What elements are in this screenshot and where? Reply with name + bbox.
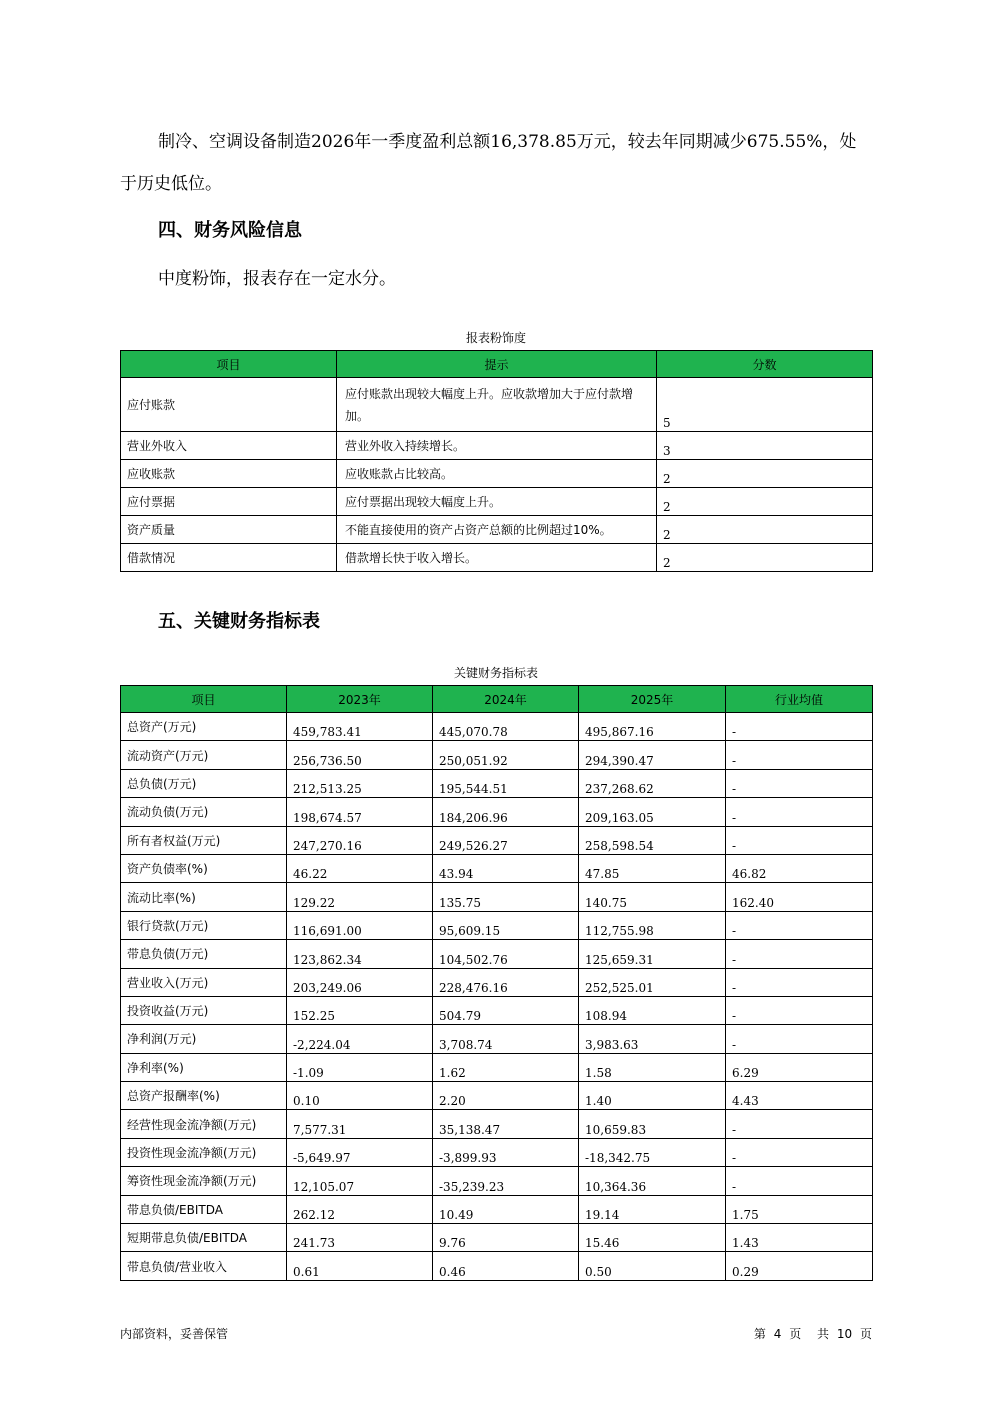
kpi-table-row: [121, 1025, 873, 1053]
risk-score-cell: 2: [657, 488, 873, 516]
kpi-2023-cell: -2,224.04: [287, 1025, 433, 1053]
kpi-2024-cell: 184,206.96: [433, 798, 579, 826]
risk-item-cell: 应收账款: [121, 460, 337, 488]
risk-hint-cell: 不能直接使用的资产占资产总额的比例超过10%。: [337, 516, 657, 544]
kpi-2025-cell: -18,342.75: [579, 1138, 726, 1166]
kpi-industry-avg-cell: -: [726, 968, 873, 996]
risk-table-row: [121, 488, 873, 516]
kpi-2023-cell: 247,270.16: [287, 826, 433, 854]
kpi-2024-cell: 228,476.16: [433, 968, 579, 996]
intro-paragraph: [120, 121, 872, 205]
kpi-2023-cell: 198,674.57: [287, 798, 433, 826]
kpi-2023-cell: -1.09: [287, 1053, 433, 1081]
kpi-industry-avg-cell: -: [726, 1110, 873, 1138]
kpi-2025-cell: 237,268.62: [579, 769, 726, 797]
footer-confidential-note: 内部资料，妥善保管: [120, 1327, 229, 1341]
risk-score-cell: 2: [657, 544, 873, 572]
kpi-2023-cell: 116,691.00: [287, 911, 433, 939]
kpi-2024-cell: 3,708.74: [433, 1025, 579, 1053]
footer-total-unit: 页: [859, 1327, 872, 1341]
risk-table-body: [121, 378, 873, 572]
kpi-item-cell: 短期带息负债/EBITDA: [121, 1224, 287, 1252]
kpi-industry-avg-cell: 4.43: [726, 1082, 873, 1110]
risk-item-cell: 应付票据: [121, 488, 337, 516]
kpi-2024-cell: 1.62: [433, 1053, 579, 1081]
kpi-industry-avg-cell: -: [726, 798, 873, 826]
kpi-2024-cell: 250,051.92: [433, 741, 579, 769]
kpi-item-cell: 净利润(万元): [121, 1025, 287, 1053]
kpi-2023-cell: 7,577.31: [287, 1110, 433, 1138]
risk-table-row: [121, 378, 873, 432]
kpi-industry-avg-cell: 46.82: [726, 854, 873, 882]
kpi-table-row: [121, 996, 873, 1024]
kpi-industry-avg-cell: -: [726, 911, 873, 939]
section4-heading: 四、财务风险信息: [158, 220, 302, 241]
kpi-industry-avg-cell: -: [726, 713, 873, 741]
kpi-header-item: 项目: [121, 686, 287, 713]
kpi-table-row: [121, 826, 873, 854]
kpi-industry-avg-cell: -: [726, 996, 873, 1024]
footer-page-prefix: 第: [753, 1327, 766, 1341]
kpi-item-cell: 流动比率(%): [121, 883, 287, 911]
risk-score-cell: 3: [657, 432, 873, 460]
risk-header-item: 项目: [121, 351, 337, 378]
kpi-2023-cell: 212,513.25: [287, 769, 433, 797]
kpi-industry-avg-cell: -: [726, 940, 873, 968]
kpi-table-row: [121, 1252, 873, 1280]
kpi-table-row: [121, 1167, 873, 1195]
kpi-2025-cell: 15.46: [579, 1224, 726, 1252]
risk-table-row: [121, 544, 873, 572]
kpi-item-cell: 带息负债/营业收入: [121, 1252, 287, 1280]
kpi-header-2023: 2023年: [287, 686, 433, 713]
kpi-industry-avg-cell: 1.43: [726, 1224, 873, 1252]
risk-table-header-row: [121, 351, 873, 378]
kpi-table-row: [121, 713, 873, 741]
kpi-table-row: [121, 1195, 873, 1223]
kpi-2025-cell: 19.14: [579, 1195, 726, 1223]
kpi-2024-cell: 249,526.27: [433, 826, 579, 854]
kpi-table-row: [121, 968, 873, 996]
risk-item-cell: 借款情况: [121, 544, 337, 572]
kpi-item-cell: 带息负债(万元): [121, 940, 287, 968]
kpi-2024-cell: 0.46: [433, 1252, 579, 1280]
kpi-2024-cell: 104,502.76: [433, 940, 579, 968]
kpi-2023-cell: 129.22: [287, 883, 433, 911]
kpi-table-row: [121, 1224, 873, 1252]
kpi-2025-cell: 252,525.01: [579, 968, 726, 996]
kpi-2025-cell: 1.58: [579, 1053, 726, 1081]
kpi-2025-cell: 3,983.63: [579, 1025, 726, 1053]
kpi-2025-cell: 112,755.98: [579, 911, 726, 939]
risk-table-row: [121, 432, 873, 460]
kpi-industry-avg-cell: -: [726, 769, 873, 797]
kpi-table-row: [121, 798, 873, 826]
risk-hint-cell: 营业外收入持续增长。: [337, 432, 657, 460]
kpi-item-cell: 所有者权益(万元): [121, 826, 287, 854]
kpi-2024-cell: 9.76: [433, 1224, 579, 1252]
kpi-2023-cell: 241.73: [287, 1224, 433, 1252]
kpi-2023-cell: -5,649.97: [287, 1138, 433, 1166]
risk-hint-cell: 应付票据出现较大幅度上升。: [337, 488, 657, 516]
kpi-2024-cell: 2.20: [433, 1082, 579, 1110]
kpi-table-row: [121, 1138, 873, 1166]
kpi-table-row: [121, 1053, 873, 1081]
kpi-table-row: [121, 1082, 873, 1110]
kpi-item-cell: 投资性现金流净额(万元): [121, 1138, 287, 1166]
kpi-table: [120, 685, 873, 1281]
risk-table-caption: 报表粉饰度: [465, 331, 526, 345]
kpi-table-row: [121, 854, 873, 882]
kpi-industry-avg-cell: 1.75: [726, 1195, 873, 1223]
risk-table: [120, 350, 873, 572]
kpi-item-cell: 带息负债/EBITDA: [121, 1195, 287, 1223]
kpi-item-cell: 银行贷款(万元): [121, 911, 287, 939]
footer-total-pages: 10: [836, 1327, 853, 1341]
footer-total-prefix: 共: [817, 1327, 830, 1341]
kpi-item-cell: 资产负债率(%): [121, 854, 287, 882]
kpi-item-cell: 流动负债(万元): [121, 798, 287, 826]
kpi-2024-cell: -35,239.23: [433, 1167, 579, 1195]
kpi-2025-cell: 0.50: [579, 1252, 726, 1280]
kpi-2023-cell: 123,862.34: [287, 940, 433, 968]
kpi-table-row: [121, 883, 873, 911]
kpi-2025-cell: 108.94: [579, 996, 726, 1024]
kpi-item-cell: 净利率(%): [121, 1053, 287, 1081]
kpi-table-body: [121, 713, 873, 1281]
kpi-2025-cell: 258,598.54: [579, 826, 726, 854]
intro-text: 制冷、空调设备制造2026年一季度盈利总额16,378.85万元，较去年同期减少675.55%，处于历史低位。: [120, 132, 857, 194]
kpi-2023-cell: 203,249.06: [287, 968, 433, 996]
kpi-2024-cell: 43.94: [433, 854, 579, 882]
section5-heading: 五、关键财务指标表: [158, 611, 320, 632]
kpi-2024-cell: 135.75: [433, 883, 579, 911]
kpi-2024-cell: 35,138.47: [433, 1110, 579, 1138]
kpi-item-cell: 总负债(万元): [121, 769, 287, 797]
kpi-2025-cell: 10,364.36: [579, 1167, 726, 1195]
kpi-2025-cell: 140.75: [579, 883, 726, 911]
kpi-2024-cell: 95,609.15: [433, 911, 579, 939]
risk-table-row: [121, 460, 873, 488]
footer-page-number: 4: [773, 1327, 782, 1341]
risk-item-cell: 资产质量: [121, 516, 337, 544]
kpi-2024-cell: 445,070.78: [433, 713, 579, 741]
kpi-table-caption: 关键财务指标表: [453, 666, 538, 680]
risk-header-score: 分数: [657, 351, 873, 378]
kpi-2023-cell: 12,105.07: [287, 1167, 433, 1195]
kpi-item-cell: 筹资性现金流净额(万元): [121, 1167, 287, 1195]
kpi-2024-cell: 10.49: [433, 1195, 579, 1223]
kpi-table-row: [121, 769, 873, 797]
risk-score-cell: 5: [657, 378, 873, 432]
kpi-2025-cell: 294,390.47: [579, 741, 726, 769]
kpi-2025-cell: 209,163.05: [579, 798, 726, 826]
kpi-table-header-row: [121, 686, 873, 713]
risk-score-cell: 2: [657, 516, 873, 544]
kpi-item-cell: 投资收益(万元): [121, 996, 287, 1024]
kpi-industry-avg-cell: -: [726, 741, 873, 769]
risk-hint-cell: 应收账款占比较高。: [337, 460, 657, 488]
risk-score-cell: 2: [657, 460, 873, 488]
kpi-table-row: [121, 940, 873, 968]
section4-summary: 中度粉饰，报表存在一定水分。: [158, 269, 396, 289]
kpi-2025-cell: 495,867.16: [579, 713, 726, 741]
kpi-2024-cell: 195,544.51: [433, 769, 579, 797]
footer-page-unit: 页: [789, 1327, 802, 1341]
kpi-industry-avg-cell: -: [726, 1025, 873, 1053]
kpi-2023-cell: 0.61: [287, 1252, 433, 1280]
kpi-industry-avg-cell: -: [726, 1167, 873, 1195]
kpi-item-cell: 营业收入(万元): [121, 968, 287, 996]
kpi-2023-cell: 256,736.50: [287, 741, 433, 769]
kpi-industry-avg-cell: 0.29: [726, 1252, 873, 1280]
risk-hint-cell: 借款增长快于收入增长。: [337, 544, 657, 572]
kpi-2025-cell: 1.40: [579, 1082, 726, 1110]
kpi-item-cell: 总资产(万元): [121, 713, 287, 741]
kpi-2023-cell: 0.10: [287, 1082, 433, 1110]
kpi-2023-cell: 46.22: [287, 854, 433, 882]
kpi-2025-cell: 47.85: [579, 854, 726, 882]
kpi-table-row: [121, 911, 873, 939]
kpi-2023-cell: 262.12: [287, 1195, 433, 1223]
kpi-table-row: [121, 1110, 873, 1138]
kpi-table-row: [121, 741, 873, 769]
kpi-header-2025: 2025年: [579, 686, 726, 713]
risk-item-cell: 应付账款: [121, 378, 337, 432]
kpi-2025-cell: 125,659.31: [579, 940, 726, 968]
kpi-item-cell: 经营性现金流净额(万元): [121, 1110, 287, 1138]
footer-page-indicator: [750, 1325, 872, 1342]
risk-hint-cell: 应付账款出现较大幅度上升。应收款增加大于应付款增加。: [337, 378, 657, 432]
risk-table-row: [121, 516, 873, 544]
kpi-item-cell: 总资产报酬率(%): [121, 1082, 287, 1110]
kpi-industry-avg-cell: 6.29: [726, 1053, 873, 1081]
kpi-2023-cell: 152.25: [287, 996, 433, 1024]
kpi-2024-cell: -3,899.93: [433, 1138, 579, 1166]
kpi-2024-cell: 504.79: [433, 996, 579, 1024]
kpi-industry-avg-cell: -: [726, 1138, 873, 1166]
risk-item-cell: 营业外收入: [121, 432, 337, 460]
kpi-industry-avg-cell: -: [726, 826, 873, 854]
kpi-2023-cell: 459,783.41: [287, 713, 433, 741]
risk-header-hint: 提示: [337, 351, 657, 378]
kpi-2025-cell: 10,659.83: [579, 1110, 726, 1138]
kpi-industry-avg-cell: 162.40: [726, 883, 873, 911]
kpi-header-industry-avg: 行业均值: [726, 686, 873, 713]
kpi-item-cell: 流动资产(万元): [121, 741, 287, 769]
kpi-header-2024: 2024年: [433, 686, 579, 713]
